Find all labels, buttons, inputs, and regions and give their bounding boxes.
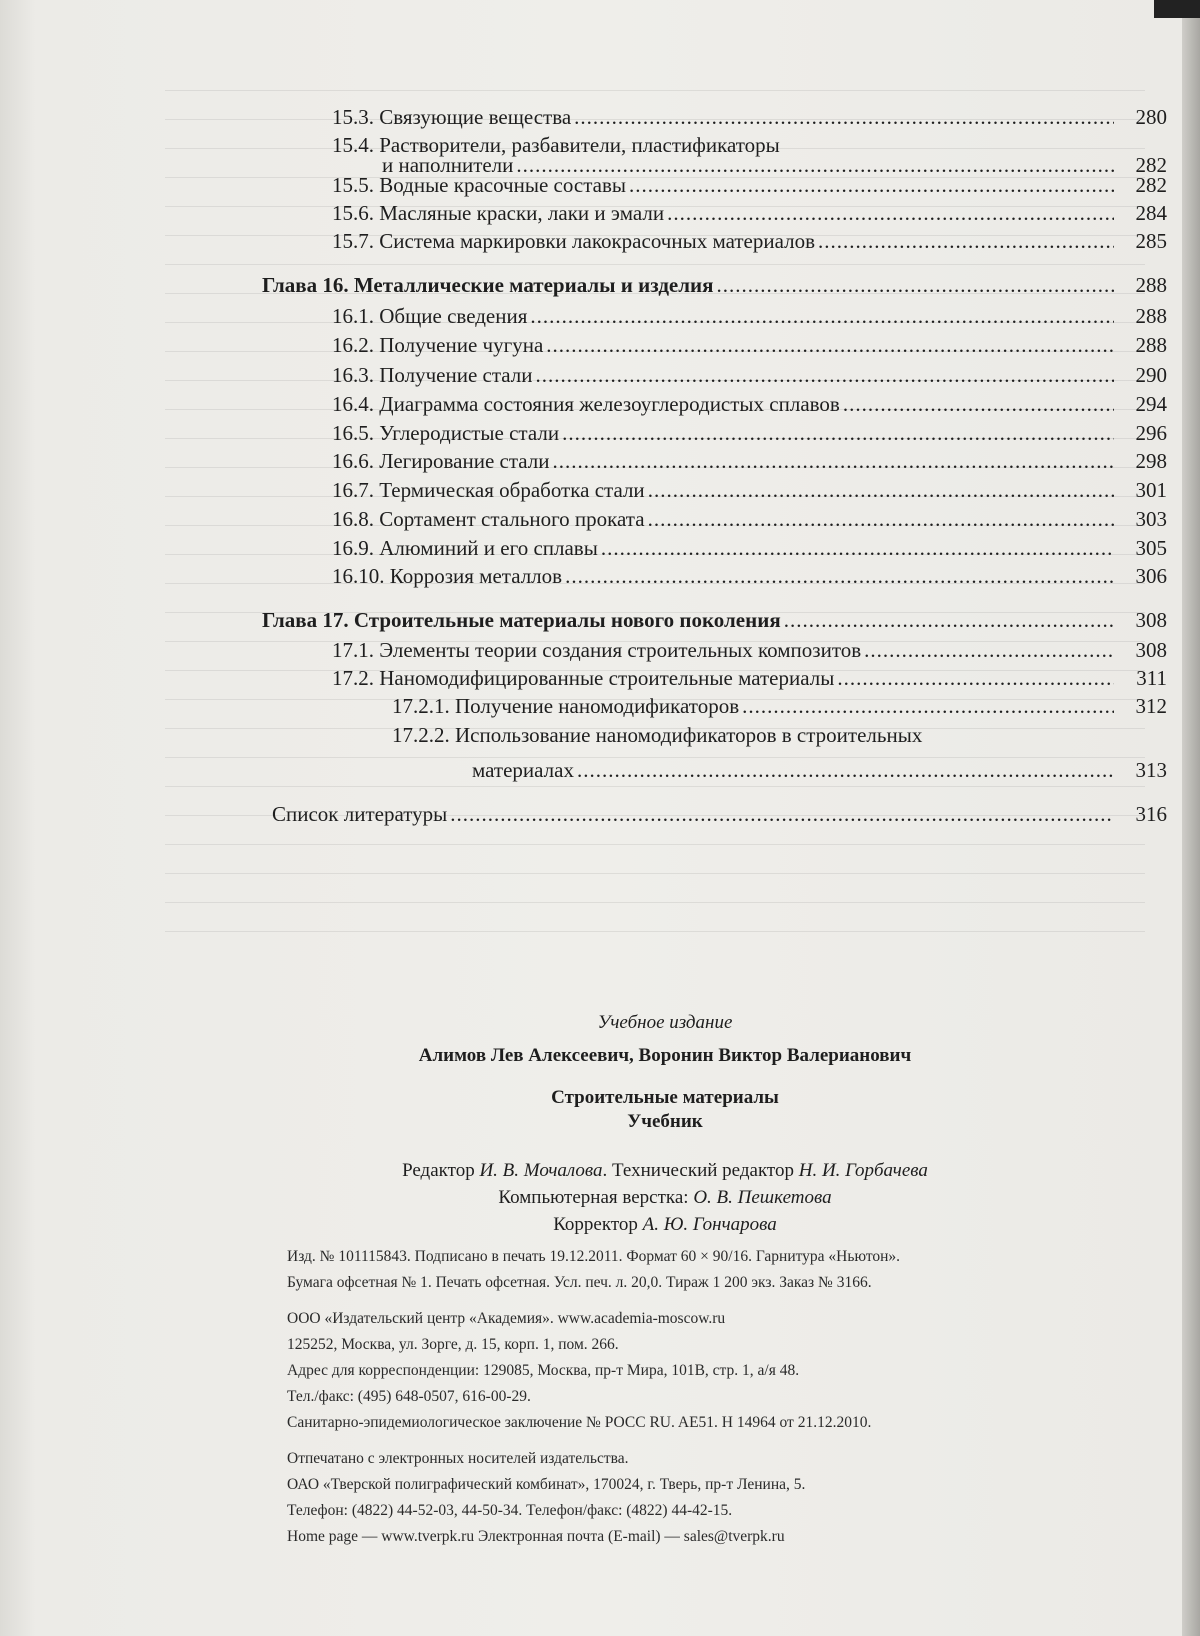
toc-entry	[262, 102, 1167, 132]
leader-dots	[565, 561, 1114, 591]
toc-entry-title: 16.6. Легирование стали	[332, 449, 550, 473]
tech-editor-name: Н. И. Горбачева	[798, 1160, 928, 1181]
leader-dots	[546, 330, 1114, 360]
toc-entry-title: 16.9. Алюминий и его сплавы	[332, 536, 598, 560]
toc-entry	[262, 389, 1167, 419]
toc-page-number: 308	[1135, 608, 1167, 632]
publisher-line: 125252, Москва, ул. Зорге, д. 15, корп. 1, пом. 266.	[287, 1336, 619, 1353]
toc-entry-text	[332, 533, 1117, 563]
toc-entry	[262, 720, 1167, 750]
toc-entry-title: 16.10. Коррозия металлов	[332, 564, 563, 588]
toc-entry-title-cont: и наполнители	[382, 153, 514, 177]
toc-entry-text	[332, 330, 1117, 360]
toc-entry-title: 17.2.2. Использование наномодификаторов в строительных	[392, 723, 923, 747]
leader-dots	[530, 301, 1114, 331]
toc-entry	[262, 330, 1167, 360]
toc-entry	[262, 605, 1167, 635]
leader-dots	[574, 102, 1114, 132]
toc-entry-title: 17.2. Наномодифицированные строительные материалы	[332, 666, 835, 690]
leader-dots	[562, 418, 1114, 448]
toc-entry-title: 16.2. Получение чугуна	[332, 333, 544, 357]
toc-entry	[262, 475, 1167, 505]
toc-entry-text	[332, 663, 1117, 693]
leader-dots	[717, 270, 1115, 300]
proof-credit	[250, 1214, 1080, 1236]
toc-entry-title: 16.3. Получение стали	[332, 363, 533, 387]
toc-entry-text	[332, 198, 1117, 228]
toc-entry-title: 16.4. Диаграмма состояния железоуглеродистых сплавов	[332, 392, 840, 416]
toc-page-number: 312	[1135, 694, 1167, 718]
leader-dots	[864, 635, 1114, 665]
printer-line: ОАО «Тверской полиграфический комбинат», 170024, г. Тверь, пр-т Ленина, 5.	[287, 1476, 806, 1493]
toc-entry	[262, 561, 1167, 591]
toc-entry-text	[332, 635, 1117, 665]
toc-entry	[262, 270, 1167, 300]
toc-entry-text	[332, 226, 1117, 256]
table-of-contents	[262, 0, 1167, 900]
toc-page-number: 282	[1135, 153, 1167, 177]
toc-page-number: 280	[1135, 105, 1167, 129]
toc-entry-text	[332, 360, 1117, 390]
print-details-line: Изд. № 101115843. Подписано в печать 19.12.2011. Формат 60 × 90/16. Гарнитура «Ньютон».	[287, 1248, 901, 1265]
toc-page-number: 296	[1135, 421, 1167, 445]
leader-dots	[742, 691, 1114, 721]
toc-entry-text	[332, 389, 1117, 419]
toc-entry	[262, 226, 1167, 256]
publisher-line: Санитарно-эпидемиологическое заключение № РОСС RU. AE51. H 14964 от 21.12.2010.	[287, 1414, 872, 1431]
layout-credit	[250, 1187, 1080, 1209]
toc-page-number: 288	[1135, 304, 1167, 328]
leader-dots	[648, 504, 1114, 534]
leader-dots	[843, 389, 1114, 419]
toc-page-number: 306	[1135, 564, 1167, 588]
toc-entry	[262, 198, 1167, 228]
toc-entry-text	[332, 446, 1117, 476]
toc-entry-title: 15.4. Растворители, разбавители, пластификаторы	[332, 133, 780, 157]
toc-entry	[262, 635, 1167, 665]
leader-dots	[648, 475, 1114, 505]
proof-label: Корректор	[553, 1214, 638, 1235]
tech-editor-label: . Технический редактор	[602, 1160, 794, 1181]
toc-page-number: 284	[1135, 201, 1167, 225]
toc-page-number: 288	[1135, 333, 1167, 357]
toc-page-number: 316	[1135, 802, 1167, 826]
book-type: Учебник	[627, 1111, 703, 1132]
leader-dots	[837, 663, 1114, 693]
toc-entry	[262, 533, 1167, 563]
toc-entry-text	[392, 691, 1117, 721]
toc-entry-text	[392, 720, 1117, 750]
page-edge-shadow	[1182, 0, 1200, 1636]
toc-entry-text	[332, 475, 1117, 505]
toc-entry	[262, 360, 1167, 390]
toc-page-number: 288	[1135, 273, 1167, 297]
printer-line: Home page — www.tverpk.ru Электронная почта (E-mail) — sales@tverpk.ru	[287, 1528, 785, 1545]
toc-entry-title: 16.8. Сортамент стального проката	[332, 507, 645, 531]
toc-entry-text	[332, 418, 1117, 448]
toc-entry-title: 15.3. Связующие вещества	[332, 105, 572, 129]
publisher-line: ООО «Издательский центр «Академия». www.academia-moscow.ru	[287, 1310, 726, 1327]
edition-type: Учебное издание	[597, 1012, 733, 1033]
toc-entry-title: 15.5. Водные красочные составы	[332, 173, 626, 197]
leader-dots	[577, 755, 1114, 785]
toc-entry-text	[332, 301, 1117, 331]
book-title: Строительные материалы	[551, 1087, 779, 1108]
leader-dots	[784, 605, 1114, 635]
leader-dots	[553, 446, 1114, 476]
toc-entry-title-cont: материалах	[472, 758, 574, 782]
toc-page-number: 294	[1135, 392, 1167, 416]
toc-entry	[262, 663, 1167, 693]
toc-entry-title: 17.1. Элементы теории создания строительных композитов	[332, 638, 862, 662]
toc-page-number: 301	[1135, 478, 1167, 502]
toc-entry-text	[332, 170, 1117, 200]
toc-entry-continuation	[262, 755, 1167, 785]
printer-line: Телефон: (4822) 44-52-03, 44-50-34. Телефон/факс: (4822) 44-42-15.	[287, 1502, 733, 1519]
leader-dots	[450, 799, 1114, 829]
toc-entry	[262, 799, 1167, 829]
toc-entry-title: 15.7. Система маркировки лакокрасочных материалов	[332, 229, 815, 253]
print-details-line: Бумага офсетная № 1. Печать офсетная. Усл. печ. л. 20,0. Тираж 1 200 экз. Заказ № 3166.	[287, 1274, 872, 1291]
toc-page-number: 282	[1135, 173, 1167, 197]
toc-page-number: 313	[1135, 758, 1167, 782]
toc-entry	[262, 691, 1167, 721]
publisher-line: Адрес для корреспонденции: 129085, Москва, пр-т Мира, 101В, стр. 1, а/я 48.	[287, 1362, 800, 1379]
editor-credit	[250, 1160, 1080, 1182]
toc-page-number: 303	[1135, 507, 1167, 531]
toc-entry-text	[272, 799, 1117, 829]
toc-entry-text	[472, 755, 1117, 785]
toc-entry-title: Глава 17. Строительные материалы нового поколения	[262, 608, 781, 632]
toc-page-number: 298	[1135, 449, 1167, 473]
toc-entry-text	[332, 561, 1117, 591]
toc-entry-text	[262, 605, 1117, 635]
toc-entry-title: 16.1. Общие сведения	[332, 304, 528, 328]
toc-entry	[262, 170, 1167, 200]
toc-entry	[262, 418, 1167, 448]
toc-page-number: 290	[1135, 363, 1167, 387]
toc-page-number: 285	[1135, 229, 1167, 253]
toc-entry	[262, 504, 1167, 534]
authors: Алимов Лев Алексеевич, Воронин Виктор Валерианович	[418, 1045, 912, 1066]
toc-entry-title: Глава 16. Металлические материалы и изделия	[262, 273, 714, 297]
toc-entry-title: Список литературы	[272, 802, 448, 826]
toc-page-number: 305	[1135, 536, 1167, 560]
publisher-line: Тел./факс: (495) 648-0507, 616-00-29.	[287, 1388, 531, 1405]
toc-entry-title: 17.2.1. Получение наномодификаторов	[392, 694, 740, 718]
leader-dots	[601, 533, 1114, 563]
leader-dots	[818, 226, 1114, 256]
toc-page-number: 311	[1136, 666, 1167, 690]
toc-entry-text	[332, 102, 1117, 132]
toc-entry-title: 15.6. Масляные краски, лаки и эмали	[332, 201, 665, 225]
printer-line: Отпечатано с электронных носителей издательства.	[287, 1450, 629, 1467]
proof-name: А. Ю. Гончарова	[642, 1214, 777, 1235]
toc-page-number: 308	[1135, 638, 1167, 662]
toc-entry-title: 16.7. Термическая обработка стали	[332, 478, 645, 502]
toc-entry-text	[262, 270, 1117, 300]
toc-entry	[262, 301, 1167, 331]
layout-label: Компьютерная верстка:	[498, 1187, 689, 1208]
leader-dots	[629, 170, 1114, 200]
toc-entry-text	[332, 504, 1117, 534]
toc-entry-title: 16.5. Углеродистые стали	[332, 421, 560, 445]
editor-label: Редактор	[402, 1160, 475, 1181]
leader-dots	[667, 198, 1114, 228]
editor-name: И. В. Мочалова	[479, 1160, 603, 1181]
toc-entry	[262, 446, 1167, 476]
leader-dots	[536, 360, 1114, 390]
layout-name: О. В. Пешкетова	[693, 1187, 832, 1208]
